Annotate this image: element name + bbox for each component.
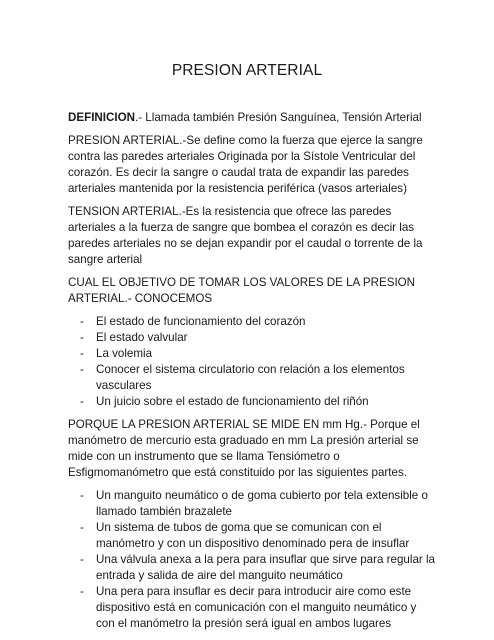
list-item: [68, 362, 438, 394]
paragraph-mm-hg: PORQUE LA PRESION ARTERIAL SE MIDE EN mm Hg.- Porque el manómetro de mercurio esta graduado en mm La presión arterial se mide con un instrumento que se llama Tensiómetro o Esfigmomanómetro que está constituido por las siguientes partes.: [68, 418, 420, 479]
list-item: [68, 584, 438, 632]
dash-bullet: -: [80, 331, 84, 344]
dash-bullet: -: [80, 347, 84, 360]
dash-bullet: -: [80, 553, 84, 566]
list-item: [68, 330, 438, 346]
document-body: [68, 110, 438, 639]
page-title: PRESION ARTERIAL: [171, 62, 323, 79]
paragraph-objetivo: CUAL EL OBJETIVO DE TOMAR LOS VALORES DE LA PRESION ARTERIAL.- CONOCEMOS: [68, 276, 416, 305]
list-item-text: Una pera para insuflar es decir para introducir aire como este dispositivo está en comunicación con el manguito neumático y con el manómetro la presión será igual en ambos lugares: [96, 585, 417, 630]
list-item: [68, 394, 438, 410]
list-conocemos: [68, 314, 438, 410]
dash-bullet: -: [80, 489, 84, 502]
list-item-text: Una válvula anexa a la pera para insuflar que sirve para regular la entrada y salida de aire del manguito neumático: [96, 553, 435, 582]
dash-bullet: -: [80, 363, 84, 376]
dash-bullet: -: [80, 315, 84, 328]
dash-bullet: -: [80, 395, 84, 408]
dash-bullet: -: [80, 585, 84, 598]
list-item-text: Un juicio sobre el estado de funcionamiento del riñón: [96, 395, 369, 408]
list-item-text: Conocer el sistema circulatorio con relación a los elementos vasculares: [96, 363, 405, 392]
list-item: [68, 552, 438, 584]
list-item-text: Un manguito neumático o de goma cubierto por tela extensible o llamado también brazalete: [96, 489, 428, 518]
paragraph-tension-arterial: TENSION ARTERIAL.-Es la resistencia que ofrece las paredes arteriales a la fuerza de sangre que bombea el corazón es decir las paredes arteriales no se dejan expandir por el caudal o torrente de la sangre arterial: [68, 205, 423, 266]
paragraph-presion-arterial: PRESION ARTERIAL.-Se define como la fuerza que ejerce la sangre contra las paredes arteriales Originada por la Sístole Ventricular del corazón. Es decir la sangre o caudal trata de expandir las paredes arteriales mantenida por la resistencia periférica (vasos arteriales): [68, 134, 423, 195]
list-item-text: Un sistema de tubos de goma que se comunican con el manómetro y con un dispositivo denominado pera de insuflar: [96, 521, 410, 550]
list-item: [68, 314, 438, 330]
list-partes: [68, 488, 438, 632]
list-item: [68, 346, 438, 362]
dash-bullet: -: [80, 521, 84, 534]
list-item: [68, 520, 438, 552]
list-item: [68, 488, 438, 520]
list-item-text: El estado valvular: [96, 331, 188, 344]
definition-paragraph: [68, 110, 438, 126]
definition-text: .- Llamada también Presión Sanguínea, Tensión Arterial: [135, 111, 422, 124]
definition-term: DEFINICION: [68, 111, 135, 124]
list-item-text: El estado de funcionamiento del corazón: [96, 315, 306, 328]
list-item-text: La volemia: [96, 347, 153, 360]
